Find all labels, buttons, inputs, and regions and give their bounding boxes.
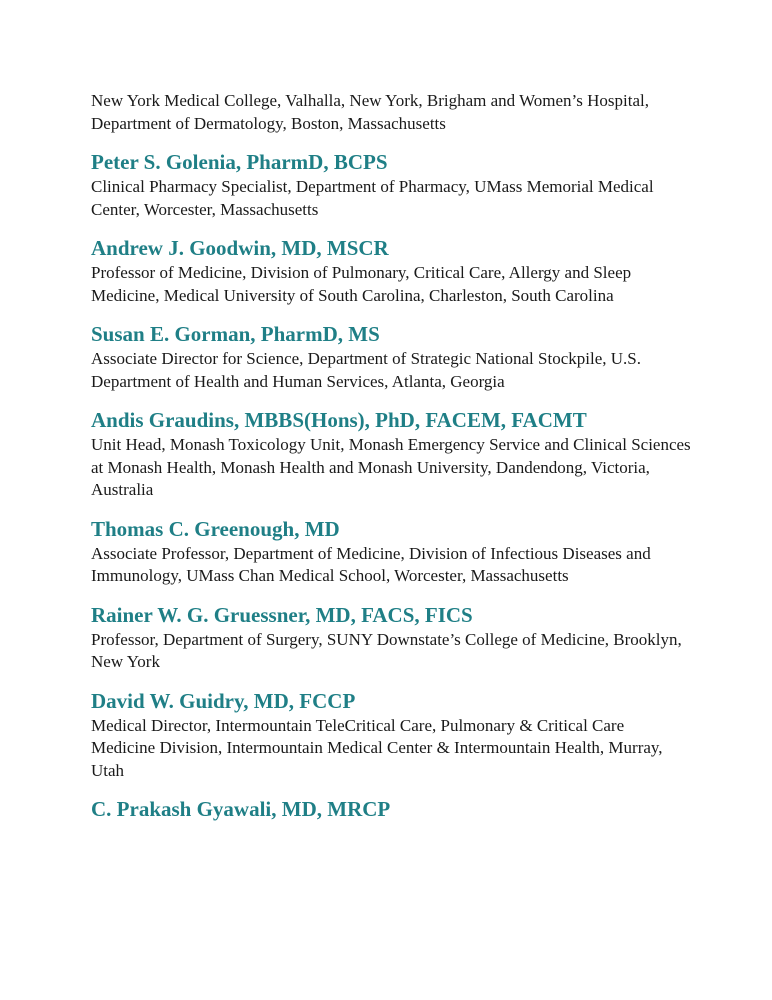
contributor-affiliation: Associate Professor, Department of Medicine, Division of Infectious Diseases and Immunology, UMass Chan Medical School, Worcester, Massachusetts — [91, 543, 651, 585]
contributor-affiliation: Associate Director for Science, Department of Strategic National Stockpile, U.S. Department of Health and Human Services, Atlanta, Georgia — [91, 349, 641, 391]
contributor-name: Susan E. Gorman, PharmD, MS — [91, 322, 380, 346]
contributor-affiliation: Unit Head, Monash Toxicology Unit, Monash Emergency Service and Clinical Sciences at Monash Health, Monash Health and Monash University, Dandendong, Victoria, Australia — [91, 435, 691, 499]
contributor-entry — [91, 516, 691, 588]
contributor-entry — [91, 149, 691, 221]
contributor-name: David W. Guidry, MD, FCCP — [91, 688, 356, 713]
contributor-affiliation: Medical Director, Intermountain TeleCritical Care, Pulmonary & Critical Care Medicine Division, Intermountain Medical Center & Intermountain Health, Murray, Utah — [91, 715, 663, 780]
contributor-entry — [91, 796, 691, 822]
contributor-name: Rainer W. G. Gruessner, MD, FACS, FICS — [91, 602, 473, 627]
contributor-entry — [91, 602, 691, 674]
contributor-entry — [91, 407, 691, 502]
contributor-name: Andis Graudins, MBBS(Hons), PhD, FACEM, FACMT — [91, 408, 587, 432]
contributor-affiliation: Professor of Medicine, Division of Pulmonary, Critical Care, Allergy and Sleep Medicine, Medical University of South Carolina, Charleston, South Carolina — [91, 263, 632, 305]
contributor-affiliation: Clinical Pharmacy Specialist, Department of Pharmacy, UMass Memorial Medical Center, Worcester, Massachusetts — [91, 177, 654, 219]
contributor-name: C. Prakash Gyawali, MD, MRCP — [91, 797, 391, 821]
contributors-page — [91, 90, 691, 836]
contributor-affiliation: Professor, Department of Surgery, SUNY Downstate’s College of Medicine, Brooklyn, New York — [91, 629, 682, 671]
continued-affiliation-text: New York Medical College, Valhalla, New York, Brigham and Women’s Hospital, Department of Dermatology, Boston, Massachusetts — [91, 91, 650, 133]
contributor-name: Thomas C. Greenough, MD — [91, 516, 340, 541]
contributor-name: Peter S. Golenia, PharmD, BCPS — [91, 150, 388, 174]
contributor-entry — [91, 235, 691, 307]
contributor-name: Andrew J. Goodwin, MD, MSCR — [91, 236, 389, 260]
contributor-entry — [91, 321, 691, 393]
contributor-entry — [91, 688, 691, 783]
